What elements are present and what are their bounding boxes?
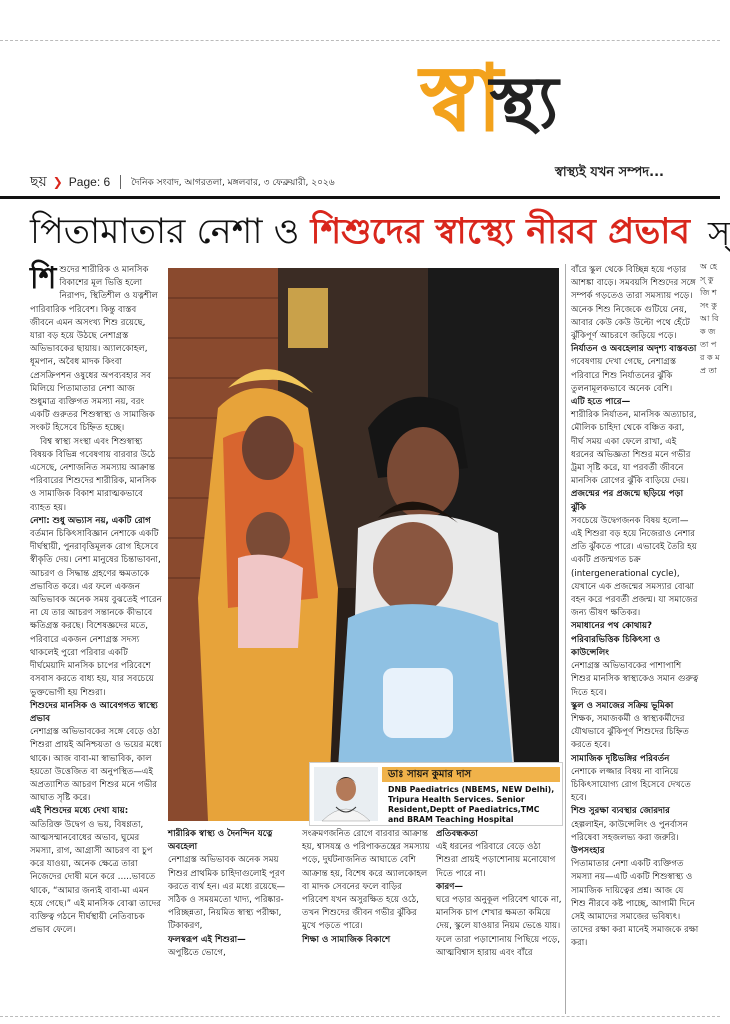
headline-part2: শিশুদের স্বাস্থ্যে নীরব প্রভাব xyxy=(310,211,690,252)
col4-subhead-safety: শিশু সুরক্ষা ব্যবস্থার জোরদার xyxy=(571,806,670,817)
b1-para-2: অপুষ্টিতে ভোগে, xyxy=(168,947,226,958)
col1-para-3: বর্তমান চিকিৎসাবিজ্ঞান নেশাকে একটি দীর্ঘস্থায়ী, পুনরাবৃত্তিমূলক রোগ হিসেবে স্বীকৃতি দেয়। নেশা মানুষের চিন্তাভাবনা, আচরণ ও সিদ্ধান্ত গ্রহণের ক্ষমতাকে প্রভাবিত করে। এর ফলে একজন অভিভাবক অনেক সময় বুঝতেই পারেন না যে তার আচরণ সন্তানকে কীভাবে ক্ষতিগ্রস্ত করছে। বিশেষজ্ঞদের মতে, পরিবারে একজন নেশাগ্রস্ত সদস্য থাকলেই পুরো পরিবার একটি দীর্ঘমেয়াদি মানসিক চাপের পরিবেশে বসবাস করতে বাধ্য হয়, যার সবচেয়ে ভুক্তভোগী হয় শিশুরা। xyxy=(30,529,162,698)
article-column-4 xyxy=(571,264,699,1016)
headline-part1: পিতামাতার নেশা ও xyxy=(30,212,311,252)
col1-para-4: নেশাগ্রস্ত অভিভাবকের সঙ্গে বেড়ে ওঠা শিশুরা প্রায়ই অনিশ্চয়তা ও ভয়ের মধ্যে থাকে। আজ বাবা-মা স্বাভাবিক, কাল হয়তো উত্তেজিত বা অনুপস্থিত—এই অপ্রত্যাশিত আচরণ শিশুর মনে গভীর আঘাত সৃষ্টি করে। xyxy=(30,727,162,804)
b2-para: সংক্রমণজনিত রোগে বারবার আক্রান্ত হয়, শ্বাসযন্ত্র ও পরিপাকতন্ত্রের সমস্যায় পড়ে, দুর্ঘটনাজনিত আঘাতে বেশি আক্রান্ত হয়, বিশেষ করে অ্যালকোহল বা মাদক সেবনের ফলে বাড়ির পরিবেশ যখন অসুরক্ষিত হয়ে ওঠে, তখন শিশুদের জীবন গভীর ঝুঁকির মুখে পড়তে পারে। xyxy=(302,829,430,932)
page-label: Page: 6 xyxy=(68,175,111,189)
col1-para-5: অতিরিক্ত উদ্বেগ ও ভয়, বিষণ্ণতা, আত্মসম্মানবোধের অভাব, ঘুমের সমস্যা, রাগ, আগ্রাসী আচরণ বা চুপ করে যাওয়া, অনেক ক্ষেত্রে তারা নিজেদের দোষী মনে করে …..ভাবতে থাকে, “আমার জন্যই বাবা-মা এমন হয়ে গেছে।” এই মানসিক বোঝা তাদের ব্যক্তিত্ব গঠনে দীর্ঘস্থায়ী নেতিবাচক প্রভাব ফেলে। xyxy=(30,819,161,936)
col4-para-9: পিতামাতার নেশা একটি ব্যক্তিগত সমস্যা নয়—এটি একটি শিশুস্বাস্থ্য ও সামাজিক দায়িত্বের প্রশ্ন। আজ যে শিশু নীরবে কষ্ট পাচ্ছে, আগামী দিনে সেই আমাদের সমাজের ভবিষ্যৎ। তাদের রক্ষা করা মানেই সমাজকে রক্ষা করা। xyxy=(571,859,699,949)
masthead-logo xyxy=(420,38,720,158)
article-column-1 xyxy=(30,261,162,1014)
b3-subhead-2: কারণ— xyxy=(436,881,464,892)
page-word: ছয় xyxy=(30,174,47,190)
col4-subhead-solution: সমাধানের পথ কোথায়? xyxy=(571,621,653,632)
col4-subhead-school: স্কুল ও সমাজের সক্রিয় ভূমিকা xyxy=(571,700,674,711)
col1-subhead-seen: এই শিশুদের মধ্যে দেখা যায়: xyxy=(30,806,129,817)
chevron-right-icon: ❯ xyxy=(52,175,63,189)
col4-subhead-generation: প্রজন্মের পর প্রজন্মে ছড়িয়ে পড়া ঝুঁকি xyxy=(571,489,684,513)
article-column-3b xyxy=(436,828,562,1016)
col1-subhead-addiction: নেশা: শুধু অভ্যাস নয়, একটি রোগ xyxy=(30,515,151,526)
masthead-title-part2: স্থ্য xyxy=(490,59,557,144)
adjacent-article-fragment: অ হে স্ কু জি শ সং কু আ বি ক জ তা প র ক ম প্র তা xyxy=(700,262,720,375)
masthead-tagline: স্বাস্থ্যই যখন সম্পদ... xyxy=(555,165,664,180)
col4-subhead-social: সামাজিক দৃষ্টিভঙ্গির পরিবর্তন xyxy=(571,753,670,764)
masthead-rule xyxy=(0,196,720,199)
page-headline xyxy=(30,205,690,259)
article-column-3 xyxy=(302,828,430,1016)
author-name: ডাঃ সায়ন কুমার দাস xyxy=(388,769,472,780)
dropcap: শি xyxy=(30,261,57,296)
column-divider xyxy=(565,264,566,1014)
col1-para-1: শুদের শারীরিক ও মানসিক বিকাশের মূল ভিত্তি হলো নিরাপদ, স্থিতিশীল ও যত্নশীল পারিবারিক পরিবেশ। কিন্তু বাস্তব জীবনে এমন অসংখ্য শিশু রয়েছে, যারা বড় হয়ে উঠছে নেশাগ্রস্ত অভিভাবকের ছায়ায়। অ্যালকোহল, ধূমপান, অবৈধ মাদক কিংবা প্রেসক্রিপশন ওষুধের অপব্যবহার সব মিলিয়ে পিতামাতার নেশা আজ শুধুমাত্র ব্যক্তিগত সমস্যা নয়, বরং একটি গুরুতর শিশুস্বাস্থ্য ও সামাজিক সংকট হিসেবে চিহ্নিত হচ্ছে। xyxy=(30,265,158,434)
col4-para-1: বাঁরে স্কুল থেকে বিচ্ছিন্ন হয়ে পড়ার আশঙ্কা বাড়ে। সমবয়সি শিশুদের সঙ্গে সম্পর্ক গড়তেও তারা সমস্যায় পড়ে। অনেক শিশু নিজেকে গুটিয়ে নেয়, আবার কেউ কেউ উল্টো পথে হেঁটে ঝুঁকিপূর্ণ আচরণে জড়িয়ে পড়ে। xyxy=(571,265,696,342)
b3-subhead: প্রতিবন্ধকতা xyxy=(436,829,478,839)
author-avatar xyxy=(314,767,378,821)
family-photo xyxy=(168,268,559,821)
family-photo-illustration xyxy=(168,268,559,821)
b1-subhead-2: ফলস্বরূপ এই শিশুরা— xyxy=(168,934,246,945)
b2-subhead: শিক্ষা ও সামাজিক বিকাশে xyxy=(302,934,391,945)
col4-subhead-family: পরিবারভিত্তিক চিকিৎসা ও কাউন্সেলিং xyxy=(571,634,661,658)
col1-subhead-emotional: শিশুদের মানসিক ও আবেগগত স্বাস্থ্যে প্রভাব xyxy=(30,700,158,724)
col4-para-3: শারীরিক নির্যাতন, মানসিক অত্যাচার, মৌলিক চাহিদা থেকে বঞ্চিত করা, দীর্ঘ সময় একা ফেলে রাখা, এই ধরনের অভিজ্ঞতা শিশুর মনে গভীর ট্রমা সৃষ্টি করে, যা পরবর্তী জীবনে মানসিক রোগের ঝুঁকি বাড়িয়ে দেয়। xyxy=(571,410,697,487)
next-headline-fragment: স্ xyxy=(708,214,730,254)
col4-subhead-conclusion: উপসংহার xyxy=(571,845,605,856)
col4-para-5: নেশাগ্রস্ত অভিভাবকের পাশাপাশি শিশুর মানসিক স্বাস্থ্যকেও সমান গুরুত্ব দিতে হবে। xyxy=(571,661,699,698)
col4-subhead-happen: এটি হতে পারে— xyxy=(571,397,631,408)
author-avatar-illustration xyxy=(314,767,378,821)
col4-para-2: গবেষণায় দেখা গেছে, নেশাগ্রস্ত পরিবারে শিশু নির্যাতনের ঝুঁকি তুলনামূলকভাবে অনেক বেশি। xyxy=(571,357,677,394)
author-credentials: DNB Paediatrics (NBEMS, NEW Delhi), Tripura Health Services. Senior Resident,Deptt of Paediatrics,TMC and BRAM Teaching Hospital xyxy=(388,785,555,824)
col4-para-7: নেশাকে লজ্জার বিষয় না বানিয়ে চিকিৎসাযোগ্য রোগ হিসেবে দেখতে হবে। xyxy=(571,766,691,804)
folio-divider xyxy=(120,175,121,189)
b1-subhead: শারীরিক স্বাস্থ্য ও দৈনন্দিন যত্নে অবহেলা xyxy=(168,829,273,853)
author-caption xyxy=(309,762,563,826)
article-column-2 xyxy=(168,828,296,1016)
col1-para-2: বিশ্ব স্বাস্থ্য সংস্থা এবং শিশুস্বাস্থ্য বিষয়ক বিভিন্ন গবেষণায় বারবার উঠে এসেছে, নেশাজনিত সমস্যায় আক্রান্ত পরিবারের শিশুদের শারীরিক, মানসিক ও সামাজিক বিকাশ মারাত্মকভাবে ব্যাহত হয়। xyxy=(30,436,157,513)
dateline: দৈনিক সংবাদ, আগরতলা, মঙ্গলবার, ৩ ফেব্রুয়ারী, ২০২৬ xyxy=(131,177,335,188)
col4-subhead-abuse: নির্যাতন ও অবহেলার অদৃশ্য বাস্তবতা xyxy=(571,344,697,355)
col4-para-6: শিক্ষক, সমাজকর্মী ও স্বাস্থ্যকর্মীদের যৌথভাবে ঝুঁকিপূর্ণ শিশুদের চিহ্নিত করতে হবে। xyxy=(571,713,689,751)
folio xyxy=(30,170,335,194)
col4-para-8: হেল্পলাইন, কাউন্সেলিং ও পুনর্বাসন পরিষেবা সহজলভ্য করা জরুরি। xyxy=(571,819,688,843)
b3-para: এই ধরনের পরিবারে বেড়ে ওঠা শিশুরা প্রায়ই পড়াশোনায় মনোযোগ দিতে পারে না। xyxy=(436,842,556,879)
b3-para-2: ঘরে পড়ার অনুকূল পরিবেশ থাকে না, মানসিক চাপ শেখার ক্ষমতা কমিয়ে দেয়, স্কুলে যাওয়ার নিয়ম ভেঙে যায়। ফলে তারা পড়াশোনায় পিছিয়ে পড়ে, আত্মবিশ্বাস হারায় এবং বাঁরে xyxy=(436,895,562,958)
col4-para-4: সবচেয়ে উদ্বেগজনক বিষয় হলো—এই শিশুরা বড় হয়ে নিজেরাও নেশার প্রতি ঝুঁকতে পারে। এভাবেই তৈরি হয় একটি প্রজন্মগত চক্র (intergenerational cycle), যেখানে এক প্রজন্মের সমস্যার বোঝা বহন করে পরবর্তী প্রজন্ম। যা সমাজের জন্য ভীষণ ক্ষতিকর। xyxy=(571,515,698,619)
masthead-title-part1: স্বা xyxy=(420,44,503,152)
bottom-dashed-rule xyxy=(0,1016,720,1017)
b1-para: নেশাগ্রস্ত অভিভাবক অনেক সময় শিশুর প্রাথমিক চাহিদাগুলোই পূরণ করতে ব্যর্থ হন। এর মধ্যে রয়েছে— সঠিক ও সময়মতো খাদ্য, পরিষ্কার-পরিচ্ছন্নতা, নিয়মিত স্বাস্থ্য পরীক্ষা, টিকাকরণ, xyxy=(168,855,286,932)
